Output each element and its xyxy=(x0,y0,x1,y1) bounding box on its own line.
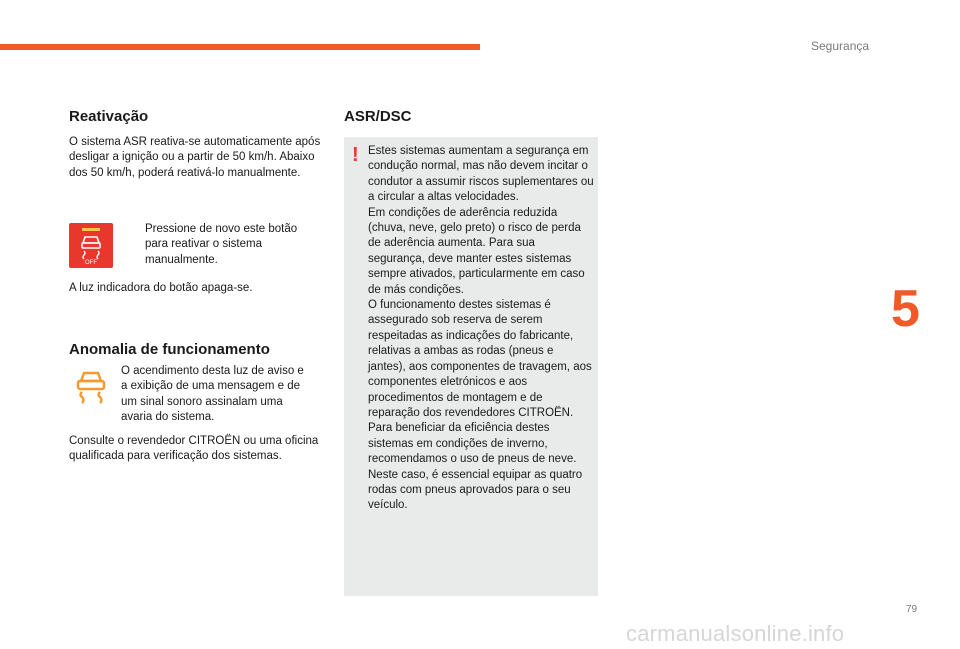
malfunction-advice: Consulte o revendedor CITROËN ou uma oficina qualificada para verificação dos sistemas. xyxy=(69,435,319,463)
page-number: 79 xyxy=(906,604,918,615)
reactivation-body: O sistema ASR reativa-se automaticamente após desligar a ignição ou a partir de 50 km/h. Abaixo dos 50 km/h, poderá reativá-lo manualmente. xyxy=(69,136,321,179)
malfunction-icon-text: O acendimento desta luz de aviso e a exibição de uma mensagem e de um sinal sonoro assinalam uma avaria do sistema. xyxy=(121,365,304,424)
watermark: carmanualsonline.info xyxy=(626,621,845,646)
reactivation-bullet-text: Pressione de novo este botão para reativar o sistema manualmente. xyxy=(145,223,298,266)
warning-paragraph: O funcionamento destes sistemas é assegurado sob reserva de serem respeitadas as indicações do fabricante, relativas a ambas as rodas (pneus e jantes), aos componentes de travagem, aos componentes eletrónicos e aos procedimentos de montagem e de reparação dos revendedores CITROËN. xyxy=(368,299,592,419)
warning-paragraph: Para beneficiar da eficiência destes sistemas em condições de inverno, recomendamos o uso de pneus de neve. Neste caso, é essencial equipar as quatro rodas com pneus aprovados para o seu veículo. xyxy=(368,422,583,512)
reactivation-title: Reativação xyxy=(69,108,149,125)
warning-text xyxy=(368,144,594,514)
reactivation-bullet xyxy=(125,222,305,268)
warning-paragraph: Em condições de aderência reduzida (chuva, neve, gelo preto) o risco de perda de aderência aumenta. Para sua segurança, deve manter estes sistemas sempre ativados, particularmente em caso de más condições. xyxy=(368,206,585,296)
asr-off-button-label: OFF xyxy=(85,260,97,266)
chapter-number: 5 xyxy=(891,280,920,338)
malfunction-title: Anomalia de funcionamento xyxy=(69,341,270,358)
indicator-note: A luz indicadora do botão apaga-se. xyxy=(69,282,253,294)
asr-warning-lamp-icon xyxy=(74,368,108,404)
header-accent-bar xyxy=(0,44,480,50)
warning-exclamation-icon: ! xyxy=(352,144,359,166)
section-label: Segurança xyxy=(811,39,870,53)
warning-paragraph: Estes sistemas aumentam a segurança em condução normal, mas não devem incitar o condutor a assumir riscos suplementares ou a circular a altas velocidades. xyxy=(368,145,594,204)
asr-dsc-title: ASR/DSC xyxy=(344,108,412,125)
asr-off-button-icon xyxy=(69,223,113,268)
